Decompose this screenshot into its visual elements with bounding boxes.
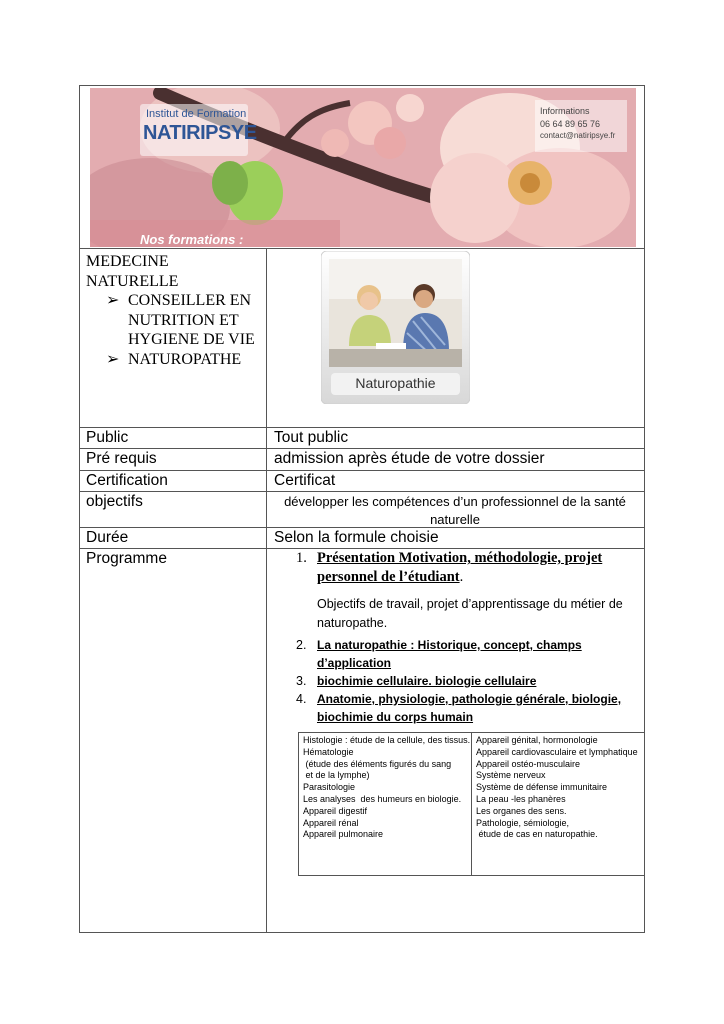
programme-item-2-title: La naturopathie : Historique, concept, champs d’application [317,638,582,670]
table-cell-line: Système nerveux [476,770,546,781]
table-cell-line: et de la lymphe) [303,770,370,781]
programme-item-3-title: biochimie cellulaire. biologie cellulaire [317,674,537,688]
programme-label: Programme [86,550,167,567]
programme-item-3: 3. biochimie cellulaire. biologie cellulaire [296,674,537,688]
document-page [79,85,645,933]
table-cell-line: Pathologie, sémiologie, [476,817,570,828]
public-label: Public [86,429,129,446]
public-value: Tout public [274,429,349,446]
table-cell-line: Système de défense immunitaire [476,782,608,793]
table-cell-line: Appareil cardiovasculaire et lymphatique [476,746,638,757]
row-divider [80,427,644,428]
info-phone: 06 64 89 65 76 [540,119,601,129]
table-cell-line: Appareil rénal [303,817,359,828]
table-cell-line: Les analyses des humeurs en biologie. [303,793,462,804]
naturopathie-image [321,251,470,404]
certification-value: Certificat [274,472,336,489]
modules-subtable [298,732,645,876]
prerequis-value: admission après étude de votre dossier [274,450,545,467]
arrow-bullet-icon: ➢ [106,350,120,368]
table-cell-line: Appareil génital, hormonologie [476,735,598,745]
logo-title: NATIRIPSYE [143,122,257,144]
list-item: ➢ CONSEILLER EN NUTRITION ET HYGIENE DE VIE [106,292,255,348]
subtable-column-right [476,735,642,841]
programme-item-1: 1. Présentation Motivation, méthodologie, projet personnel de l’étudiant. [296,550,603,585]
row-divider [80,491,644,492]
programme-item-2: 2. La naturopathie : Historique, concept, champs d’application [296,638,582,670]
table-cell-line: La peau -les phanères [476,793,566,804]
objectifs-label: objectifs [86,493,143,510]
title-line2: NATURELLE [86,272,179,290]
table-cell-line: Appareil digestif [303,805,368,816]
formation-list [86,291,262,369]
objectifs-value: développer les compétences d’un professionnel de la santé naturelle [284,494,626,527]
list-item: ➢ NATUROPATHE [106,350,242,368]
certification-label: Certification [86,472,168,489]
header-banner [80,86,644,249]
programme-item-1-text: Objectifs de travail, projet d’apprentissage du métier de naturopathe. [317,597,623,630]
programme-list [276,549,636,726]
table-cell-line: Parasitologie [303,782,356,793]
info-title: Informations [540,106,590,116]
table-cell-line: Hématologie [303,746,354,757]
duree-label: Durée [86,529,129,546]
row-divider [80,470,644,471]
title-line1: MEDECINE [86,253,169,270]
table-cell-line: (étude des éléments figurés du sang [303,758,452,769]
programme-item-4: 4. Anatomie, physiologie, pathologie générale, biologie, biochimie du corps humain [296,692,622,724]
nos-formations-label: Nos formations : [140,232,244,247]
programme-item-1-title: Présentation Motivation, méthodologie, projet personnel de l’étudiant [317,550,603,585]
table-cell-line: Les organes des sens. [476,805,567,816]
programme-item-4-title: Anatomie, physiologie, pathologie générale, biologie, biochimie du corps humain [317,692,622,724]
info-email: contact@natiripsye.fr [540,131,616,140]
subtable-column-left [303,735,469,841]
image-caption: Naturopathie [355,375,436,391]
table-cell-line: Histologie : étude de la cellule, des tissus. [303,735,471,745]
table-cell-line: Appareil ostéo-musculaire [476,758,581,769]
subtable-divider [471,733,472,875]
formation-title [86,252,262,369]
arrow-bullet-icon: ➢ [106,292,120,309]
banner-image [90,88,636,247]
prerequis-label: Pré requis [86,450,157,467]
column-divider [266,248,267,933]
duree-value: Selon la formule choisie [274,529,439,546]
row-divider [80,448,644,449]
table-cell-line: étude de cas en naturopathie. [476,829,598,840]
logo-subtitle: Institut de Formation [146,108,247,120]
table-cell-line: Appareil pulmonaire [303,829,384,840]
